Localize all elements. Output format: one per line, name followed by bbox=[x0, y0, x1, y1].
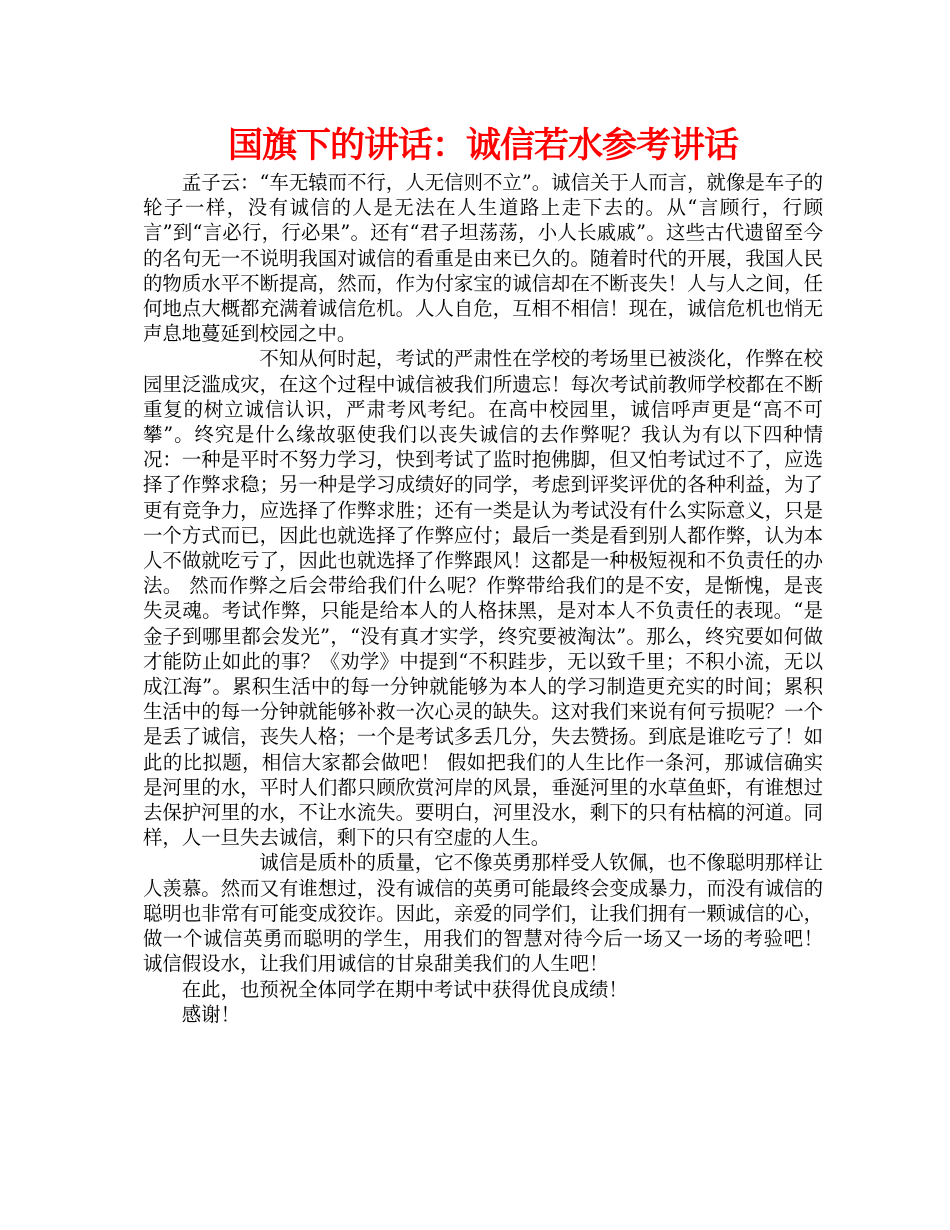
paragraph-thanks: 感谢！ bbox=[181, 1002, 240, 1026]
document-title: 国旗下的讲话：诚信若水参考讲话 bbox=[227, 126, 738, 166]
paragraph-cheating: 不知从何时起，考试的严肃性在学校的考场里已被淡化，作弊在校园里泛滥成灾，在这个过程中诚信被我们所遗忘！每次考试前教师学校都在不断重复的树立诚信认识，严肃考风考纪。在高中校园里，诚信呼声更是“高不可攀”。终究是什么缘故驱使我们以丧失诚信的去作弊呢？我认为有以下四种情况：一种是平时不努力学习，快到考试了监时抱佛脚，但又怕考试过不了，应选择了作弊求稳；另一种是学习成绩好的同学，考虑到评奖评优的各种利益，为了更有竞争力，应选择了作弊求胜；还有一类是认为考试没有什么实际意义，只是一个方式而已，因此也就选择了作弊应付；最后一类是看到别人都作弊，认为本人不做就吃亏了，因此也就选择了作弊跟风！这都是一种极短视和不负责任的办法。 然而作弊之后会带给我们什么呢？作弊带给我们的是不安，是惭愧，是丧失灵魂。考试作弊，只能是给本人的人格抹黑，是对本人不负责任的表现。“是金子到哪里都会发光”，“没有真才实学，终究要被淘汰”。那么，终究要如何做才能防止如此的事？《劝学》中提到“不积跬步，无以致千里；不积小流，无以成江海”。累积生活中的每一分钟就能够为本人的学习制造更充实的时间；累积生活中的每一分钟就能够补救一次心灵的缺失。这对我们来说有何亏损呢？一个是丢了诚信，丧失人格；一个是考试多丢几分，失去赞扬。到底是谁吃亏了！如此的比拟题，相信大家都会做吧！ 假如把我们的人生比作一条河，那诚信确实是河里的水，平时人们都只顾欣赏河岸的风景，垂涎河里的水草鱼虾，有谁想过去保护河里的水，不让水流失。要明白，河里没水，剩下的只有枯槁的河道。同样，人一旦失去诚信，剩下的只有空虚的人生。 bbox=[143, 347, 823, 850]
document-page bbox=[143, 122, 823, 1027]
paragraph-integrity: 诚信是质朴的质量，它不像英勇那样受人钦佩，也不像聪明那样让人羡慕。然而又有谁想过，没有诚信的英勇可能最终会变成暴力，而没有诚信的聪明也非常有可能变成狡诈。因此，亲爱的同学们，让我们拥有一颗诚信的心，做一个诚信英勇而聪明的学生，用我们的智慧对待今后一场又一场的考验吧！ 诚信假设水，让我们用诚信的甘泉甜美我们的人生吧！ bbox=[143, 851, 823, 976]
paragraph-wishes: 在此，也预祝全体同学在期中考试中获得优良成绩！ bbox=[181, 977, 628, 1001]
paragraph-intro: 孟子云：“车无辕而不行，人无信则不立”。诚信关于人而言，就像是车子的轮子一样，没有诚信的人是无法在人生道路上走下去的。从“言顾行，行顾言”到“言必行，行必果”。还有“君子坦荡荡，小人长戚戚”。这些古代遗留至今的名句无一不说明我国对诚信的看重是由来已久的。随着时代的开展，我国人民的物质水平不断提高，然而，作为付家宝的诚信却在不断丧失！人与人之间，任何地点大概都充满着诚信危机。人人自危，互相不相信！现在，诚信危机也悄无声息地蔓延到校园之中。 bbox=[143, 171, 823, 346]
